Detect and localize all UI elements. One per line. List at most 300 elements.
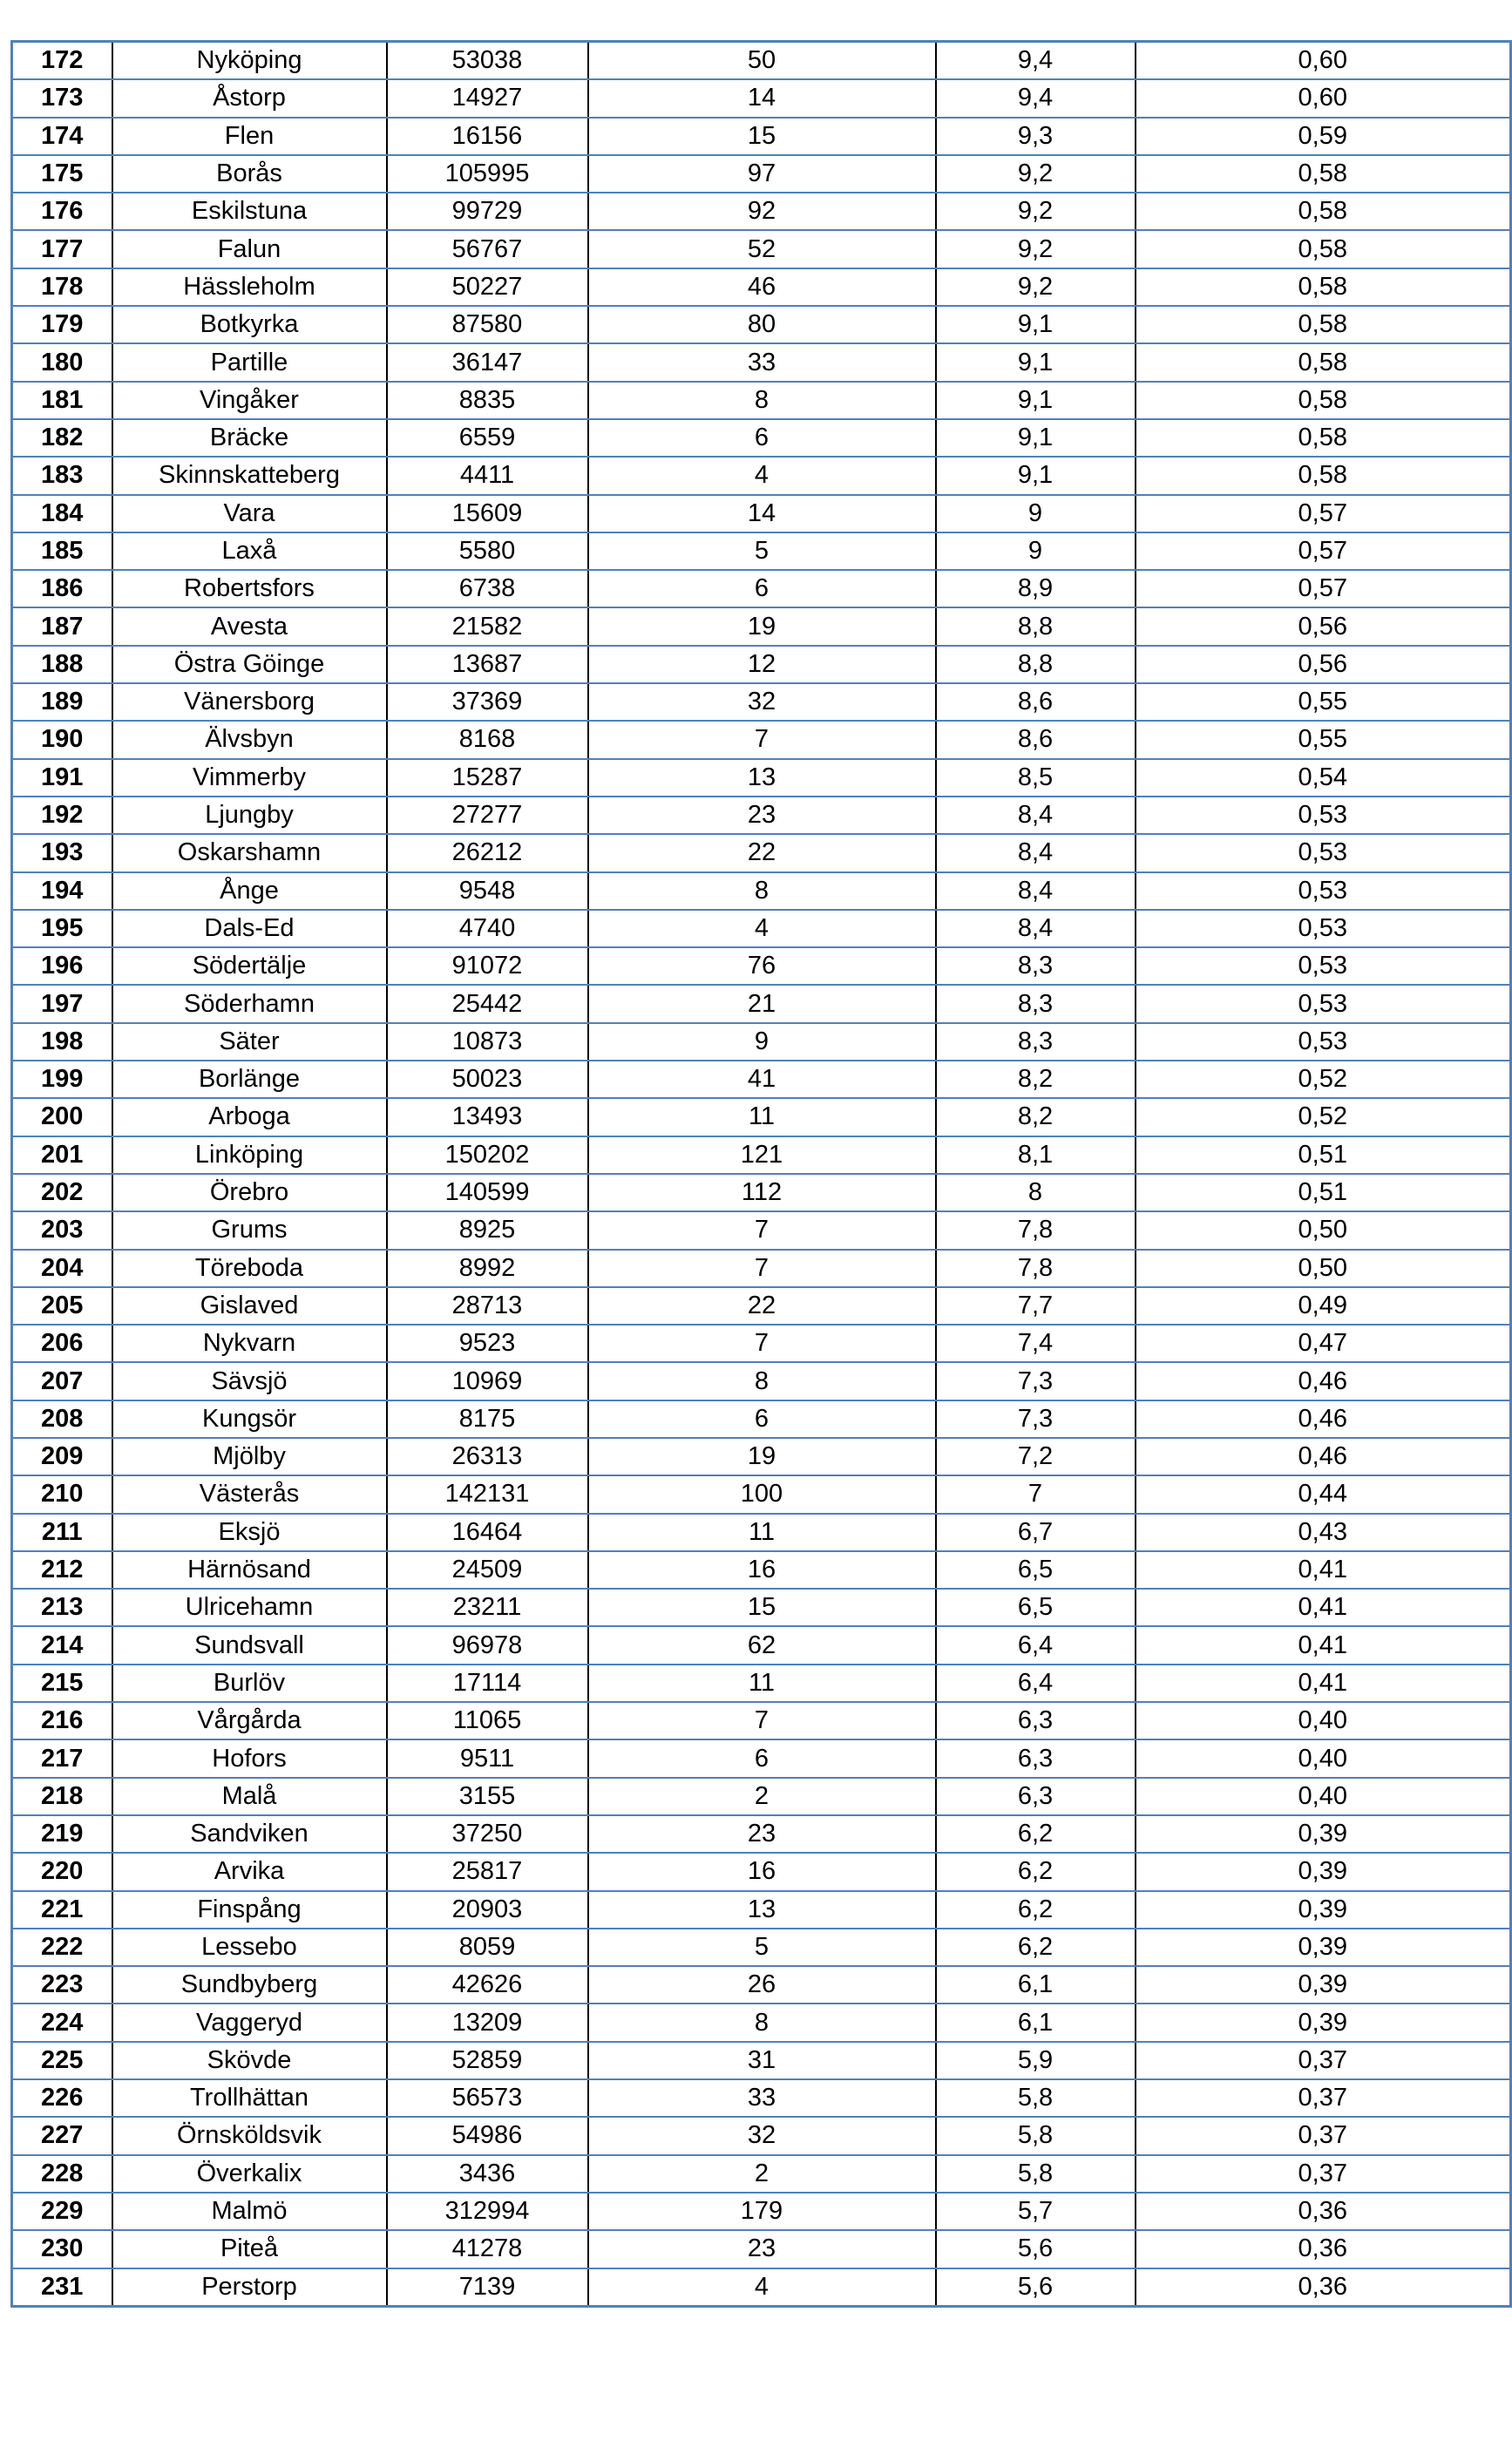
- population-cell: 37250: [387, 1815, 588, 1853]
- count-cell: 6: [588, 570, 936, 607]
- count-cell: 52: [588, 230, 936, 268]
- rank-cell: 210: [12, 1475, 112, 1513]
- index-cell: 0,41: [1136, 1589, 1511, 1626]
- count-cell: 16: [588, 1551, 936, 1589]
- index-cell: 0,46: [1136, 1438, 1511, 1475]
- index-cell: 0,37: [1136, 2155, 1511, 2193]
- municipality-cell: Sävsjö: [112, 1362, 387, 1400]
- index-cell: 0,58: [1136, 343, 1511, 381]
- municipality-cell: Falun: [112, 230, 387, 268]
- rate-cell: 6,3: [936, 1778, 1136, 1815]
- rate-cell: 8,2: [936, 1098, 1136, 1136]
- count-cell: 32: [588, 2117, 936, 2154]
- population-cell: 56573: [387, 2079, 588, 2117]
- rank-cell: 225: [12, 2042, 112, 2079]
- table-row: [12, 1778, 1511, 1815]
- table-row: [12, 797, 1511, 834]
- rank-cell: 211: [12, 1514, 112, 1551]
- table-row: [12, 1174, 1511, 1211]
- table-row: [12, 759, 1511, 797]
- count-cell: 121: [588, 1136, 936, 1174]
- index-cell: 0,40: [1136, 1702, 1511, 1739]
- index-cell: 0,53: [1136, 910, 1511, 947]
- index-cell: 0,58: [1136, 382, 1511, 419]
- table-row: [12, 1325, 1511, 1362]
- municipality-cell: Linköping: [112, 1136, 387, 1174]
- table-row: [12, 268, 1511, 306]
- population-cell: 41278: [387, 2230, 588, 2268]
- rank-cell: 220: [12, 1853, 112, 1890]
- index-cell: 0,60: [1136, 79, 1511, 117]
- count-cell: 15: [588, 118, 936, 155]
- rate-cell: 8,5: [936, 759, 1136, 797]
- rank-cell: 191: [12, 759, 112, 797]
- index-cell: 0,51: [1136, 1174, 1511, 1211]
- population-cell: 105995: [387, 155, 588, 193]
- rank-cell: 224: [12, 2004, 112, 2041]
- table-row: [12, 2155, 1511, 2193]
- population-cell: 13493: [387, 1098, 588, 1136]
- table-row: [12, 306, 1511, 343]
- municipality-cell: Västerås: [112, 1475, 387, 1513]
- rate-cell: 5,8: [936, 2079, 1136, 2117]
- population-cell: 9511: [387, 1739, 588, 1777]
- municipality-cell: Kungsör: [112, 1400, 387, 1438]
- rank-cell: 185: [12, 532, 112, 570]
- index-cell: 0,58: [1136, 306, 1511, 343]
- rank-cell: 230: [12, 2230, 112, 2268]
- rate-cell: 5,8: [936, 2155, 1136, 2193]
- population-cell: 50227: [387, 268, 588, 306]
- rank-cell: 212: [12, 1551, 112, 1589]
- table-row: [12, 2193, 1511, 2230]
- count-cell: 8: [588, 1362, 936, 1400]
- municipality-cell: Piteå: [112, 2230, 387, 2268]
- municipality-cell: Ånge: [112, 872, 387, 910]
- table-row: [12, 343, 1511, 381]
- rate-cell: 7: [936, 1475, 1136, 1513]
- index-cell: 0,39: [1136, 1966, 1511, 2004]
- population-cell: 25442: [387, 985, 588, 1022]
- table-row: [12, 607, 1511, 645]
- index-cell: 0,39: [1136, 1815, 1511, 1853]
- population-cell: 26212: [387, 834, 588, 871]
- municipality-cell: Vara: [112, 495, 387, 532]
- population-cell: 312994: [387, 2193, 588, 2230]
- rank-cell: 196: [12, 947, 112, 985]
- table-row: [12, 1475, 1511, 1513]
- index-cell: 0,53: [1136, 872, 1511, 910]
- count-cell: 50: [588, 42, 936, 80]
- rate-cell: 9: [936, 532, 1136, 570]
- count-cell: 12: [588, 646, 936, 683]
- rank-cell: 197: [12, 985, 112, 1022]
- table-row: [12, 1966, 1511, 2004]
- municipality-cell: Mjölby: [112, 1438, 387, 1475]
- rate-cell: 7,4: [936, 1325, 1136, 1362]
- rank-cell: 205: [12, 1287, 112, 1325]
- rank-cell: 198: [12, 1023, 112, 1061]
- population-cell: 150202: [387, 1136, 588, 1174]
- rate-cell: 8,4: [936, 834, 1136, 871]
- index-cell: 0,41: [1136, 1551, 1511, 1589]
- index-cell: 0,59: [1136, 118, 1511, 155]
- count-cell: 6: [588, 1400, 936, 1438]
- table-row: [12, 1551, 1511, 1589]
- rate-cell: 8,9: [936, 570, 1136, 607]
- municipality-cell: Vimmerby: [112, 759, 387, 797]
- index-cell: 0,40: [1136, 1739, 1511, 1777]
- rank-cell: 222: [12, 1929, 112, 1966]
- count-cell: 76: [588, 947, 936, 985]
- municipality-cell: Skinnskatteberg: [112, 457, 387, 494]
- index-cell: 0,54: [1136, 759, 1511, 797]
- count-cell: 7: [588, 721, 936, 758]
- rank-cell: 182: [12, 419, 112, 457]
- table-row: [12, 570, 1511, 607]
- rank-cell: 219: [12, 1815, 112, 1853]
- rank-cell: 204: [12, 1250, 112, 1287]
- municipality-cell: Sundbyberg: [112, 1966, 387, 2004]
- count-cell: 11: [588, 1514, 936, 1551]
- population-cell: 8992: [387, 1250, 588, 1287]
- population-cell: 24509: [387, 1551, 588, 1589]
- rank-cell: 231: [12, 2268, 112, 2307]
- index-cell: 0,49: [1136, 1287, 1511, 1325]
- index-cell: 0,40: [1136, 1778, 1511, 1815]
- count-cell: 32: [588, 683, 936, 721]
- municipality-cell: Sundsvall: [112, 1626, 387, 1664]
- rank-cell: 190: [12, 721, 112, 758]
- index-cell: 0,53: [1136, 947, 1511, 985]
- rate-cell: 6,2: [936, 1891, 1136, 1929]
- municipality-cell: Skövde: [112, 2042, 387, 2079]
- population-cell: 142131: [387, 1475, 588, 1513]
- count-cell: 31: [588, 2042, 936, 2079]
- rate-cell: 6,2: [936, 1815, 1136, 1853]
- municipality-cell: Trollhättan: [112, 2079, 387, 2117]
- count-cell: 8: [588, 872, 936, 910]
- municipality-cell: Härnösand: [112, 1551, 387, 1589]
- index-cell: 0,55: [1136, 683, 1511, 721]
- rate-cell: 9,3: [936, 118, 1136, 155]
- table-row: [12, 1211, 1511, 1249]
- municipality-cell: Robertsfors: [112, 570, 387, 607]
- rate-cell: 8,3: [936, 1023, 1136, 1061]
- count-cell: 14: [588, 495, 936, 532]
- index-cell: 0,57: [1136, 570, 1511, 607]
- rate-cell: 9,1: [936, 343, 1136, 381]
- count-cell: 14: [588, 79, 936, 117]
- count-cell: 11: [588, 1098, 936, 1136]
- index-cell: 0,37: [1136, 2117, 1511, 2154]
- rate-cell: 9,4: [936, 79, 1136, 117]
- population-cell: 52859: [387, 2042, 588, 2079]
- population-cell: 99729: [387, 193, 588, 230]
- index-cell: 0,57: [1136, 532, 1511, 570]
- population-cell: 50023: [387, 1061, 588, 1098]
- rank-cell: 202: [12, 1174, 112, 1211]
- count-cell: 4: [588, 457, 936, 494]
- population-cell: 25817: [387, 1853, 588, 1890]
- municipality-cell: Finspång: [112, 1891, 387, 1929]
- rate-cell: 6,2: [936, 1929, 1136, 1966]
- table-row: [12, 646, 1511, 683]
- rank-cell: 226: [12, 2079, 112, 2117]
- index-cell: 0,47: [1136, 1325, 1511, 1362]
- table-row: [12, 1702, 1511, 1739]
- population-cell: 20903: [387, 1891, 588, 1929]
- count-cell: 23: [588, 1815, 936, 1853]
- table-row: [12, 1514, 1511, 1551]
- population-cell: 28713: [387, 1287, 588, 1325]
- table-row: [12, 1853, 1511, 1890]
- table-row: [12, 42, 1511, 80]
- population-cell: 8175: [387, 1400, 588, 1438]
- count-cell: 41: [588, 1061, 936, 1098]
- municipality-cell: Ulricehamn: [112, 1589, 387, 1626]
- table-row: [12, 1929, 1511, 1966]
- rank-cell: 215: [12, 1665, 112, 1702]
- rank-cell: 208: [12, 1400, 112, 1438]
- population-cell: 5580: [387, 532, 588, 570]
- rate-cell: 7,8: [936, 1250, 1136, 1287]
- rate-cell: 9: [936, 495, 1136, 532]
- rank-cell: 188: [12, 646, 112, 683]
- population-cell: 26313: [387, 1438, 588, 1475]
- population-cell: 10969: [387, 1362, 588, 1400]
- count-cell: 5: [588, 1929, 936, 1966]
- rate-cell: 8,4: [936, 797, 1136, 834]
- population-cell: 9548: [387, 872, 588, 910]
- population-cell: 13687: [387, 646, 588, 683]
- municipality-cell: Töreboda: [112, 1250, 387, 1287]
- index-cell: 0,53: [1136, 985, 1511, 1022]
- rank-cell: 221: [12, 1891, 112, 1929]
- table-row: [12, 155, 1511, 193]
- index-cell: 0,60: [1136, 42, 1511, 80]
- population-cell: 3436: [387, 2155, 588, 2193]
- municipality-table: [10, 40, 1512, 2308]
- index-cell: 0,58: [1136, 457, 1511, 494]
- municipality-cell: Söderhamn: [112, 985, 387, 1022]
- rank-cell: 214: [12, 1626, 112, 1664]
- table-row: [12, 1061, 1511, 1098]
- rank-cell: 194: [12, 872, 112, 910]
- rank-cell: 229: [12, 2193, 112, 2230]
- municipality-cell: Hässleholm: [112, 268, 387, 306]
- count-cell: 6: [588, 419, 936, 457]
- table-row: [12, 118, 1511, 155]
- index-cell: 0,58: [1136, 419, 1511, 457]
- rank-cell: 172: [12, 42, 112, 80]
- index-cell: 0,55: [1136, 721, 1511, 758]
- count-cell: 26: [588, 1966, 936, 2004]
- table-row: [12, 1626, 1511, 1664]
- municipality-cell: Säter: [112, 1023, 387, 1061]
- table-row: [12, 910, 1511, 947]
- rank-cell: 187: [12, 607, 112, 645]
- count-cell: 19: [588, 607, 936, 645]
- population-cell: 3155: [387, 1778, 588, 1815]
- table-row: [12, 193, 1511, 230]
- index-cell: 0,52: [1136, 1098, 1511, 1136]
- rate-cell: 5,7: [936, 2193, 1136, 2230]
- rate-cell: 8,8: [936, 646, 1136, 683]
- index-cell: 0,44: [1136, 1475, 1511, 1513]
- table-row: [12, 1739, 1511, 1777]
- municipality-cell: Bräcke: [112, 419, 387, 457]
- rank-cell: 180: [12, 343, 112, 381]
- municipality-cell: Dals-Ed: [112, 910, 387, 947]
- population-cell: 23211: [387, 1589, 588, 1626]
- municipality-cell: Borås: [112, 155, 387, 193]
- table-row: [12, 2004, 1511, 2041]
- index-cell: 0,46: [1136, 1400, 1511, 1438]
- population-cell: 15609: [387, 495, 588, 532]
- population-cell: 53038: [387, 42, 588, 80]
- count-cell: 13: [588, 759, 936, 797]
- table-row: [12, 1098, 1511, 1136]
- count-cell: 46: [588, 268, 936, 306]
- population-cell: 16464: [387, 1514, 588, 1551]
- count-cell: 97: [588, 155, 936, 193]
- count-cell: 22: [588, 1287, 936, 1325]
- population-cell: 16156: [387, 118, 588, 155]
- table-row: [12, 1136, 1511, 1174]
- rate-cell: 6,1: [936, 2004, 1136, 2041]
- population-cell: 11065: [387, 1702, 588, 1739]
- index-cell: 0,56: [1136, 646, 1511, 683]
- table-row: [12, 419, 1511, 457]
- count-cell: 80: [588, 306, 936, 343]
- index-cell: 0,39: [1136, 1929, 1511, 1966]
- rank-cell: 199: [12, 1061, 112, 1098]
- index-cell: 0,58: [1136, 230, 1511, 268]
- table-row: [12, 79, 1511, 117]
- municipality-cell: Södertälje: [112, 947, 387, 985]
- index-cell: 0,58: [1136, 193, 1511, 230]
- rank-cell: 213: [12, 1589, 112, 1626]
- rate-cell: 9,2: [936, 268, 1136, 306]
- count-cell: 7: [588, 1325, 936, 1362]
- municipality-cell: Älvsbyn: [112, 721, 387, 758]
- table-row: [12, 1589, 1511, 1626]
- population-cell: 91072: [387, 947, 588, 985]
- rate-cell: 7,3: [936, 1400, 1136, 1438]
- municipality-cell: Vänersborg: [112, 683, 387, 721]
- count-cell: 4: [588, 2268, 936, 2307]
- index-cell: 0,43: [1136, 1514, 1511, 1551]
- rank-cell: 193: [12, 834, 112, 871]
- rate-cell: 6,5: [936, 1589, 1136, 1626]
- count-cell: 23: [588, 797, 936, 834]
- municipality-cell: Partille: [112, 343, 387, 381]
- rank-cell: 201: [12, 1136, 112, 1174]
- population-cell: 15287: [387, 759, 588, 797]
- index-cell: 0,41: [1136, 1626, 1511, 1664]
- table-row: [12, 2268, 1511, 2307]
- municipality-cell: Vårgårda: [112, 1702, 387, 1739]
- rate-cell: 8,2: [936, 1061, 1136, 1098]
- rank-cell: 186: [12, 570, 112, 607]
- rate-cell: 8,8: [936, 607, 1136, 645]
- municipality-cell: Överkalix: [112, 2155, 387, 2193]
- rate-cell: 8,6: [936, 721, 1136, 758]
- rank-cell: 181: [12, 382, 112, 419]
- municipality-cell: Lessebo: [112, 1929, 387, 1966]
- municipality-cell: Malmö: [112, 2193, 387, 2230]
- table-row: [12, 1665, 1511, 1702]
- rate-cell: 8,6: [936, 683, 1136, 721]
- count-cell: 7: [588, 1702, 936, 1739]
- count-cell: 2: [588, 1778, 936, 1815]
- table-row: [12, 1250, 1511, 1287]
- count-cell: 112: [588, 1174, 936, 1211]
- count-cell: 33: [588, 2079, 936, 2117]
- population-cell: 8925: [387, 1211, 588, 1249]
- municipality-cell: Örnsköldsvik: [112, 2117, 387, 2154]
- count-cell: 15: [588, 1589, 936, 1626]
- count-cell: 62: [588, 1626, 936, 1664]
- population-cell: 87580: [387, 306, 588, 343]
- population-cell: 4411: [387, 457, 588, 494]
- population-cell: 27277: [387, 797, 588, 834]
- rank-cell: 184: [12, 495, 112, 532]
- table-row: [12, 683, 1511, 721]
- count-cell: 16: [588, 1853, 936, 1890]
- rank-cell: 207: [12, 1362, 112, 1400]
- rate-cell: 8,4: [936, 910, 1136, 947]
- municipality-cell: Perstorp: [112, 2268, 387, 2307]
- rank-cell: 189: [12, 683, 112, 721]
- population-cell: 6559: [387, 419, 588, 457]
- rate-cell: 6,4: [936, 1665, 1136, 1702]
- rank-cell: 178: [12, 268, 112, 306]
- population-cell: 7139: [387, 2268, 588, 2307]
- count-cell: 19: [588, 1438, 936, 1475]
- index-cell: 0,36: [1136, 2193, 1511, 2230]
- population-cell: 4740: [387, 910, 588, 947]
- rank-cell: 175: [12, 155, 112, 193]
- count-cell: 5: [588, 532, 936, 570]
- population-cell: 96978: [387, 1626, 588, 1664]
- count-cell: 100: [588, 1475, 936, 1513]
- rate-cell: 6,1: [936, 1966, 1136, 2004]
- municipality-cell: Arboga: [112, 1098, 387, 1136]
- rate-cell: 9,2: [936, 193, 1136, 230]
- table-row: [12, 2079, 1511, 2117]
- count-cell: 7: [588, 1250, 936, 1287]
- municipality-cell: Flen: [112, 118, 387, 155]
- rate-cell: 7,7: [936, 1287, 1136, 1325]
- population-cell: 14927: [387, 79, 588, 117]
- index-cell: 0,58: [1136, 155, 1511, 193]
- index-cell: 0,53: [1136, 797, 1511, 834]
- count-cell: 8: [588, 2004, 936, 2041]
- population-cell: 21582: [387, 607, 588, 645]
- population-cell: 9523: [387, 1325, 588, 1362]
- municipality-cell: Burlöv: [112, 1665, 387, 1702]
- population-cell: 54986: [387, 2117, 588, 2154]
- index-cell: 0,53: [1136, 834, 1511, 871]
- count-cell: 13: [588, 1891, 936, 1929]
- count-cell: 22: [588, 834, 936, 871]
- municipality-cell: Nyköping: [112, 42, 387, 80]
- rank-cell: 179: [12, 306, 112, 343]
- index-cell: 0,58: [1136, 268, 1511, 306]
- count-cell: 11: [588, 1665, 936, 1702]
